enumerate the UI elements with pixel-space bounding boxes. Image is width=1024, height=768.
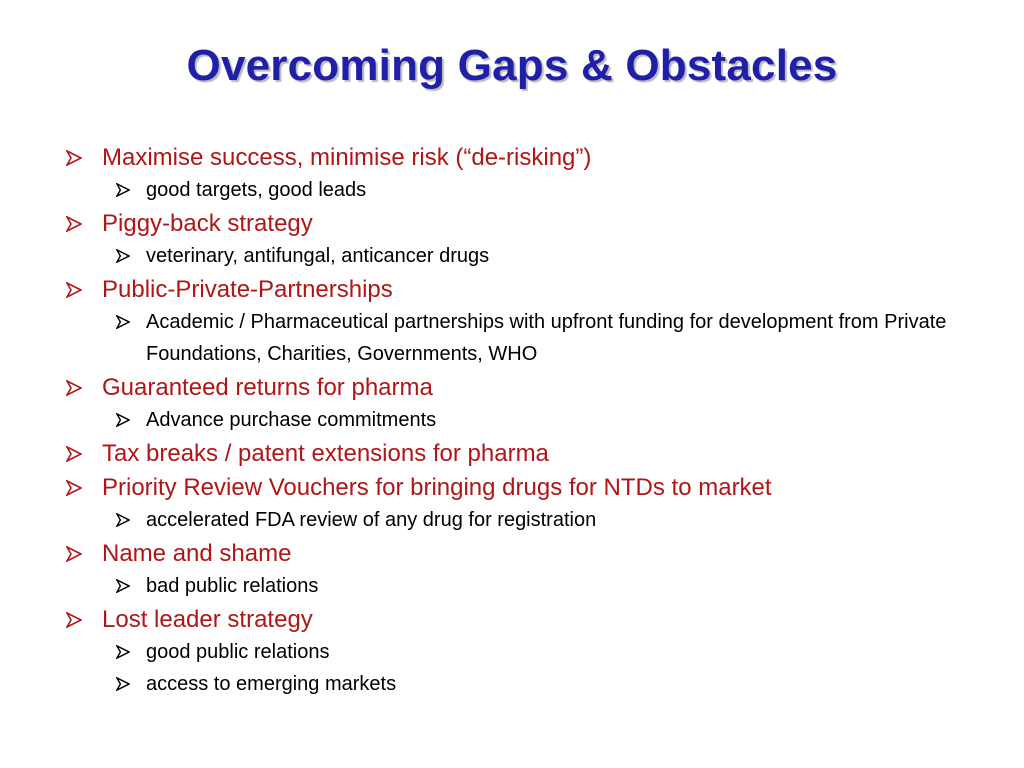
bullet-item: [60, 438, 980, 470]
bullet-item: [60, 240, 980, 272]
bullet-item: [60, 570, 980, 602]
bullet-text: Piggy-back strategy: [102, 210, 313, 237]
bullet-item: [60, 604, 980, 636]
arrowhead-bullet-icon: [116, 668, 134, 700]
arrowhead-bullet-icon: [116, 240, 134, 272]
arrowhead-bullet-icon: [66, 142, 88, 174]
bullet-item: [60, 306, 980, 370]
bullet-text: veterinary, antifungal, anticancer drugs: [146, 245, 490, 267]
bullet-text: Name and shame: [102, 540, 292, 567]
arrowhead-bullet-icon: [116, 504, 134, 536]
bullet-text: Advance purchase commitments: [146, 409, 437, 431]
arrowhead-bullet-icon: [116, 404, 134, 436]
bullet-text: Priority Review Vouchers for bringing drugs for NTDs to market: [102, 474, 772, 501]
bullet-item: [60, 174, 980, 206]
bullet-item: [60, 142, 980, 174]
bullet-item: [60, 372, 980, 404]
bullet-text: access to emerging markets: [146, 673, 397, 695]
bullet-list: [60, 140, 980, 700]
arrowhead-bullet-icon: [66, 372, 88, 404]
slide-title: Overcoming Gaps & Obstacles: [186, 41, 838, 90]
bullet-item: [60, 274, 980, 306]
bullet-text: Lost leader strategy: [102, 606, 313, 633]
arrowhead-bullet-icon: [66, 538, 88, 570]
arrowhead-bullet-icon: [66, 472, 88, 504]
bullet-item: [60, 208, 980, 240]
bullet-text: good targets, good leads: [146, 179, 367, 201]
bullet-item: [60, 668, 980, 700]
bullet-item: [60, 636, 980, 668]
arrowhead-bullet-icon: [66, 604, 88, 636]
arrowhead-bullet-icon: [116, 570, 134, 602]
arrowhead-bullet-icon: [66, 438, 88, 470]
bullet-text: Tax breaks / patent extensions for pharma: [102, 440, 549, 467]
arrowhead-bullet-icon: [116, 174, 134, 206]
arrowhead-bullet-icon: [66, 208, 88, 240]
bullet-text: bad public relations: [146, 575, 319, 597]
bullet-text: Academic / Pharmaceutical partnerships with upfront funding for development from Private Foundations, Charities, Governments, WHO: [146, 311, 947, 365]
bullet-text: Guaranteed returns for pharma: [102, 374, 433, 401]
arrowhead-bullet-icon: [116, 636, 134, 668]
bullet-text: accelerated FDA review of any drug for registration: [146, 509, 597, 531]
bullet-text: Public-Private-Partnerships: [102, 276, 393, 303]
arrowhead-bullet-icon: [116, 306, 134, 338]
bullet-item: [60, 504, 980, 536]
bullet-item: [60, 404, 980, 436]
bullet-item: [60, 538, 980, 570]
bullet-text: good public relations: [146, 641, 330, 663]
arrowhead-bullet-icon: [66, 274, 88, 306]
bullet-text: Maximise success, minimise risk (“de-risking”): [102, 144, 592, 171]
bullet-item: [60, 472, 980, 504]
